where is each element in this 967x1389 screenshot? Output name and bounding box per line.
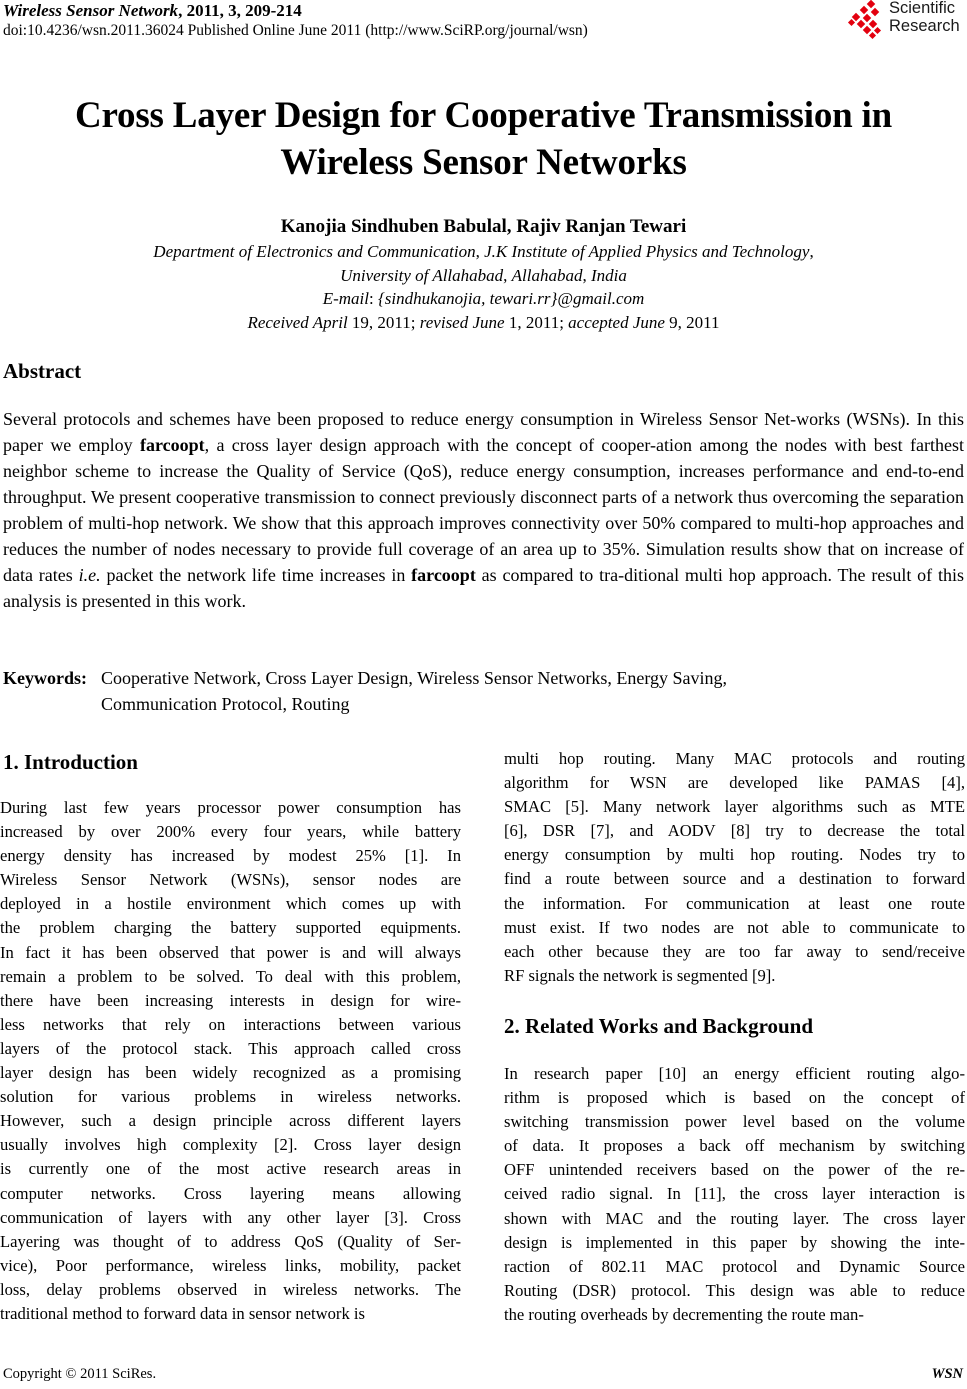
text-line: RF signals the network is segmented [9]. (504, 965, 776, 985)
scirp-diamond-logo-icon (846, 0, 886, 40)
email-address[interactable]: {sindhukanojia, tewari.rr}@gmail.com (377, 289, 645, 308)
city: Allahabad (511, 266, 583, 285)
text-line: layers of the protocol stack. This approach called cross (0, 1038, 461, 1058)
affiliation-line-1 (0, 240, 967, 263)
journal-citation (3, 1, 302, 21)
text-line: computer networks. Cross layering means allowing (0, 1183, 461, 1203)
text-line: is currently one of the most active research areas in (0, 1159, 461, 1179)
keywords-list (101, 665, 901, 717)
logo-line-scientific: Scientific (889, 0, 956, 17)
text-line: During last few years processor power consumption has (0, 798, 461, 817)
text-line: shown with MAC and the routing layer. The cross layer (504, 1208, 965, 1228)
text-line: must exist. If two nodes are not able to communicate to (504, 917, 965, 937)
text-line: OFF unintended receivers based on the power of the re- (504, 1160, 965, 1180)
journal-volume: , 2011, 3, 209-214 (178, 1, 302, 20)
text-line: layer design has been widely recognized as a promising (0, 1063, 461, 1083)
text-line: find a route between source and a destination to forward (504, 869, 965, 889)
related-works-body (504, 1062, 965, 1327)
section-heading-introduction: 1. Introduction (3, 750, 138, 774)
farcoopt-term: farcoopt (139, 435, 205, 455)
text-line: However, such a design principle across different layers (0, 1111, 461, 1131)
text-line: there have been increasing interests in design for wire- (0, 990, 461, 1010)
text-line: In fact it has been observed that power is and will always (0, 942, 461, 962)
revised-label: revised June (419, 313, 505, 332)
text-line: Routing (DSR) protocol. This design was able to reduce (504, 1280, 965, 1300)
abstract-text: as compared to tra-ditional multi hop approach. The result of this analysis is presented in this work. (3, 565, 964, 611)
logo-text (889, 0, 960, 35)
email-label: E-mail (322, 289, 369, 308)
text-line: rithm is proposed which is based on the concept of (504, 1088, 965, 1108)
text-line: of data. It proposes a back off mechanism by switching (504, 1136, 965, 1156)
separator: , (582, 266, 591, 285)
text-line: SMAC [5]. Many network layer algorithms such as MTE (504, 797, 965, 817)
revised-date: 1, 2011; (504, 313, 569, 332)
dates-line (0, 311, 967, 334)
received-date: 19, 2011; (347, 313, 420, 332)
text-line: design is implemented in this paper by showing the inte- (504, 1232, 965, 1252)
department: Department of Electronics and Communication (153, 242, 476, 261)
text-line: less networks that rely on interactions between various (0, 1014, 461, 1034)
abstract-text: packet the network life time increases in (100, 565, 412, 585)
doi-line: doi:10.4236/wsn.2011.36024 Published Online June 2011 (http://www.SciRP.org/journal/wsn) (3, 22, 588, 39)
university: University of Allahabad (340, 266, 504, 285)
text-line: energy density has increased by modest 25% [1]. In (0, 846, 461, 866)
text-line: usually involves high complexity [2]. Cross layer design (0, 1135, 461, 1155)
title-line-1: Cross Layer Design for Cooperative Transmission in (74, 95, 893, 136)
affiliation-line-2 (0, 264, 967, 287)
scientific-research-logo (846, 0, 967, 40)
text-line: ceived radio signal. In [11], the cross layer interaction is (504, 1184, 965, 1204)
copyright-notice: Copyright © 2011 SciRes. (3, 1366, 157, 1382)
text-line: increased by over 200% every four years, while battery (0, 822, 461, 842)
text-line: deployed in a hostile environment which comes up with (0, 894, 461, 914)
text-line: communication of layers with any other layer [3]. Cross (0, 1207, 461, 1227)
text-line: the information. For communication at least one route (504, 893, 965, 913)
text-line: the routing overheads by decrementing the route man- (504, 1304, 864, 1324)
institute: J.K Institute of Applied Physics and Technology (484, 242, 810, 261)
text-line: [6], DSR [7], and AODV [8] try to decrease the total (504, 821, 965, 841)
farcoopt-term: farcoopt (411, 565, 476, 585)
abstract-heading: Abstract (3, 359, 82, 383)
paper-authors: Kanojia Sindhuben Babulal, Rajiv Ranjan Tewari (280, 216, 687, 237)
text-line: In research paper [10] an energy efficient routing algo- (504, 1064, 965, 1083)
accepted-label: accepted June (568, 313, 665, 332)
text-line: Wireless Sensor Network (WSNs), sensor nodes are (0, 870, 461, 890)
abstract-body (3, 406, 964, 614)
journal-name: Wireless Sensor Network (3, 1, 179, 20)
journal-abbreviation: WSN (931, 1366, 963, 1382)
text-line: traditional method to forward data in sensor network is (0, 1303, 365, 1323)
text-line: each other because they are too far away to send/receive (504, 941, 965, 961)
abstract-text: Several protocols and schemes have been proposed to reduce energy consumption in Wireless Sensor Net-works (WSNs). In this paper we employ (3, 409, 964, 455)
ie-term: i.e. (78, 565, 101, 585)
keywords-line-1: Cooperative Network, Cross Layer Design, Wireless Sensor Networks, Energy Saving, (101, 668, 727, 688)
keywords-label: Keywords: (3, 668, 87, 688)
separator: : (369, 289, 378, 308)
section-heading-related-works: 2. Related Works and Background (504, 1014, 814, 1038)
text-line: raction of 802.11 MAC protocol and Dynamic Source (504, 1256, 965, 1276)
text-line: multi hop routing. Many MAC protocols and routing (504, 749, 965, 768)
introduction-continued (504, 747, 965, 988)
text-line: Layering was thought of to address QoS (Quality of Ser- (0, 1231, 461, 1251)
paper-title (0, 92, 967, 186)
title-line-2: Wireless Sensor Networks (280, 142, 687, 183)
country: India (591, 266, 627, 285)
introduction-body (0, 796, 461, 1326)
logo-line-research: Research (889, 16, 960, 35)
text-line: switching transmission power level based on the volume (504, 1112, 965, 1132)
text-line: loss, delay problems observed in wireless networks. The (0, 1279, 461, 1299)
text-line: solution for various problems in wireless networks. (0, 1087, 461, 1107)
separator: , (503, 266, 512, 285)
text-line: algorithm for WSN are developed like PAMAS [4], (504, 773, 965, 793)
text-line: the problem charging the battery supported equipments. (0, 918, 461, 938)
text-line: vice), Poor performance, wireless links, mobility, packet (0, 1255, 461, 1275)
keywords-line-2: Communication Protocol, Routing (101, 694, 350, 714)
received-label: Received April (247, 313, 348, 332)
separator: , (475, 242, 485, 261)
text-line: remain a problem to be solved. To deal with this problem, (0, 966, 461, 986)
separator: , (809, 242, 814, 261)
email-line (0, 287, 967, 310)
accepted-date: 9, 2011 (664, 313, 720, 332)
abstract-text: , a cross layer design approach with the concept of cooper-ation among the nodes with best farthest neighbor scheme to increase the Quality of Service (QoS), reduce energy consumption, increases performance and end-to-end throughput. We present cooperative transmission to connect previously disconnect parts of a network thus overcoming the separation problem of multi-hop network. We show that this approach improves connectivity over 50% compared to multi-hop approaches and reduces the number of nodes necessary to provide full coverage of an area up to 35%. Simulation results show that on increase of data rates (3, 435, 964, 585)
text-line: energy consumption by multi hop routing. Nodes try to (504, 845, 965, 865)
